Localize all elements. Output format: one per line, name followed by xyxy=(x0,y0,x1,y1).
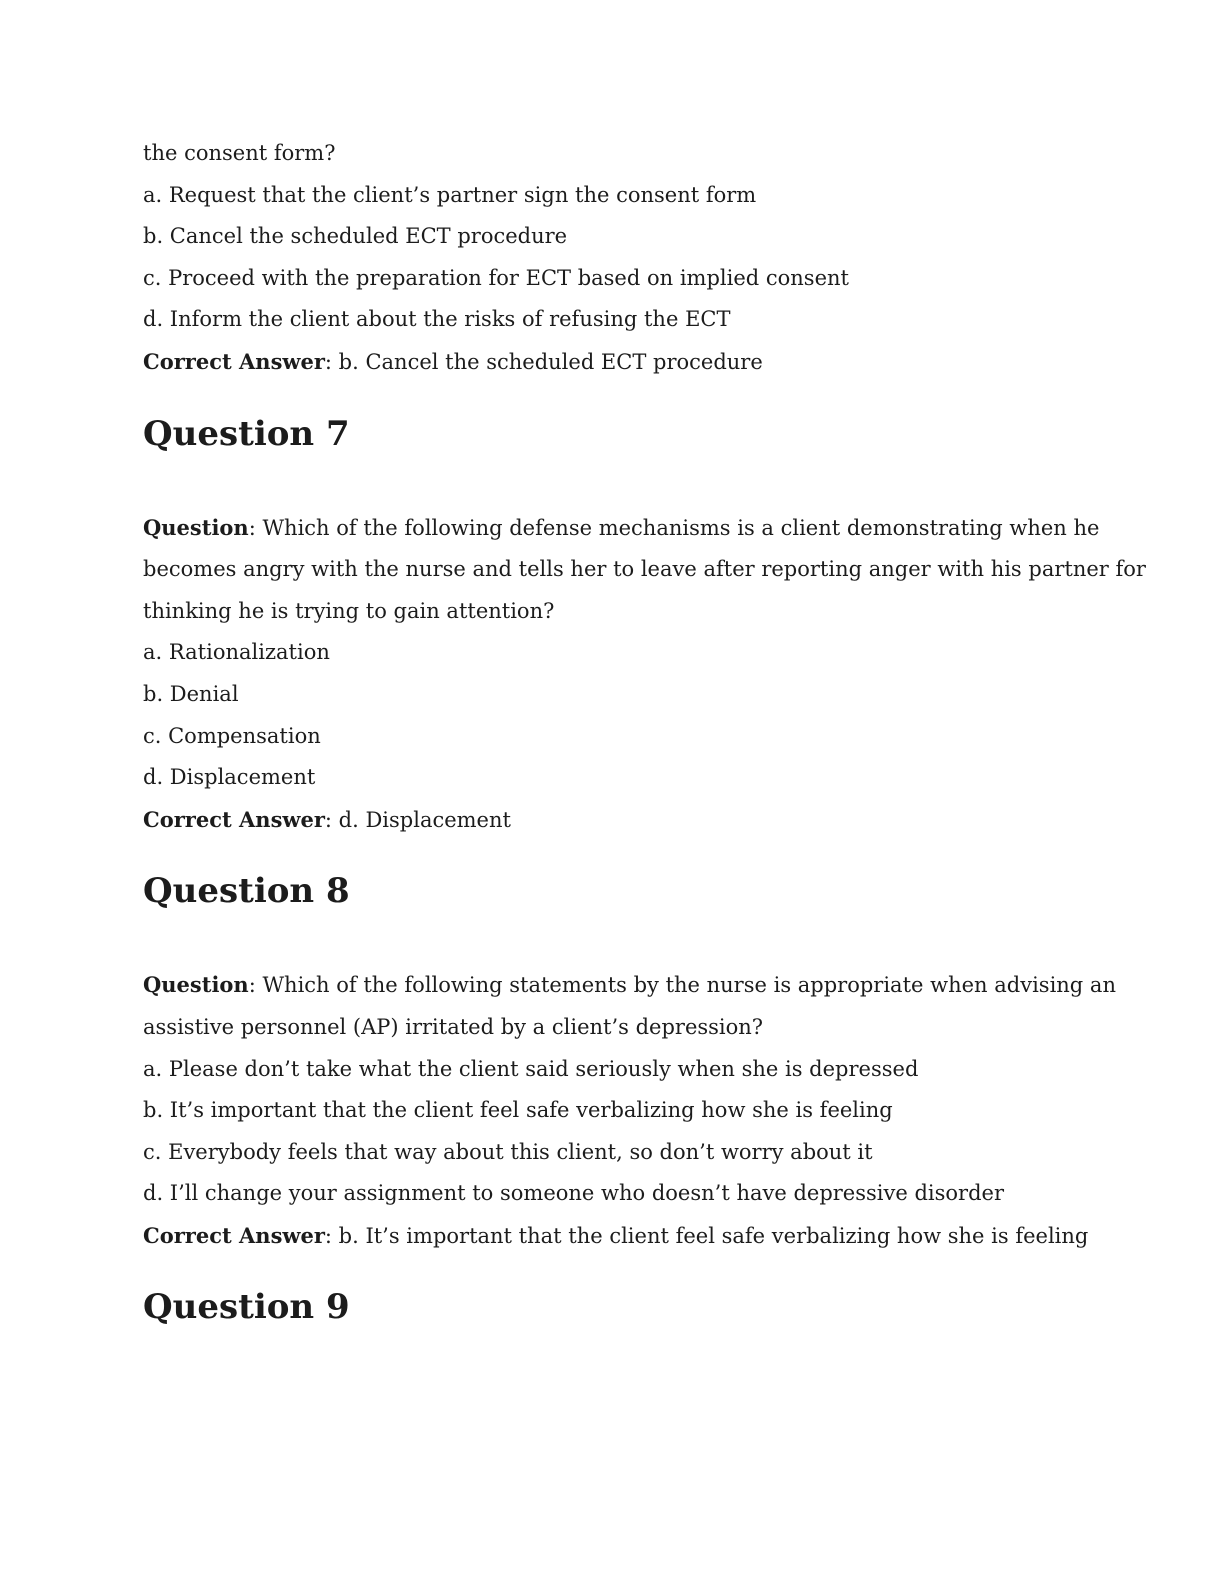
option-c: c. Everybody feels that way about this client, so don’t worry about it xyxy=(143,1139,873,1164)
question-8 xyxy=(143,871,1116,1257)
question-text-line xyxy=(143,964,1116,1007)
correct-answer xyxy=(143,341,1083,384)
question-text: : Which of the following statements by the nurse is appropriate when advising an xyxy=(248,973,1116,998)
option-a: a. Rationalization xyxy=(143,640,330,665)
correct-answer-label: Correct Answer xyxy=(143,806,325,832)
question-text-line: becomes angry with the nurse and tells her to leave after reporting anger with his partner for xyxy=(143,557,1146,582)
question-label: Question xyxy=(143,514,249,540)
question-7 xyxy=(143,413,1146,842)
question-7-heading: Question 7 xyxy=(143,413,350,454)
question-stem-tail: the consent form? xyxy=(143,141,336,165)
question-9-heading: Question 9 xyxy=(143,1287,350,1328)
correct-answer-text: : d. Displacement xyxy=(324,807,511,832)
question-text-line: assistive personnel (AP) irritated by a client’s depression? xyxy=(143,1014,764,1039)
question-6-continued xyxy=(143,133,1083,384)
question-text: : Which of the following defense mechanisms is a client demonstrating when he xyxy=(248,515,1100,540)
option-b: b. Cancel the scheduled ECT procedure xyxy=(143,224,568,249)
correct-answer-label: Correct Answer xyxy=(143,348,325,374)
option-c: c. Compensation xyxy=(143,723,321,748)
option-d: d. I’ll change your assignment to someone who doesn’t have depressive disorder xyxy=(143,1181,1004,1206)
option-b: b. It’s important that the client feel safe verbalizing how she is feeling xyxy=(143,1098,893,1123)
document-page xyxy=(143,133,1146,1328)
option-d: d. Displacement xyxy=(143,765,316,790)
question-text-line xyxy=(143,507,1100,550)
correct-answer-text: : b. It’s important that the client feel safe verbalizing how she is feeling xyxy=(324,1223,1089,1248)
option-a: a. Please don’t take what the client said seriously when she is depressed xyxy=(143,1056,919,1081)
option-a: a. Request that the client’s partner sign the consent form xyxy=(143,182,757,207)
option-d: d. Inform the client about the risks of refusing the ECT xyxy=(143,307,731,332)
option-c: c. Proceed with the preparation for ECT based on implied consent xyxy=(143,265,849,290)
correct-answer xyxy=(143,1215,1089,1258)
option-b: b. Denial xyxy=(143,681,239,706)
question-9 xyxy=(143,1287,1083,1327)
question-text-line: thinking he is trying to gain attention? xyxy=(143,598,555,623)
question-8-heading: Question 8 xyxy=(143,871,350,912)
question-label: Question xyxy=(143,972,249,998)
correct-answer-label: Correct Answer xyxy=(143,1222,325,1248)
correct-answer-text: : b. Cancel the scheduled ECT procedure xyxy=(324,349,763,374)
correct-answer xyxy=(143,799,1083,842)
